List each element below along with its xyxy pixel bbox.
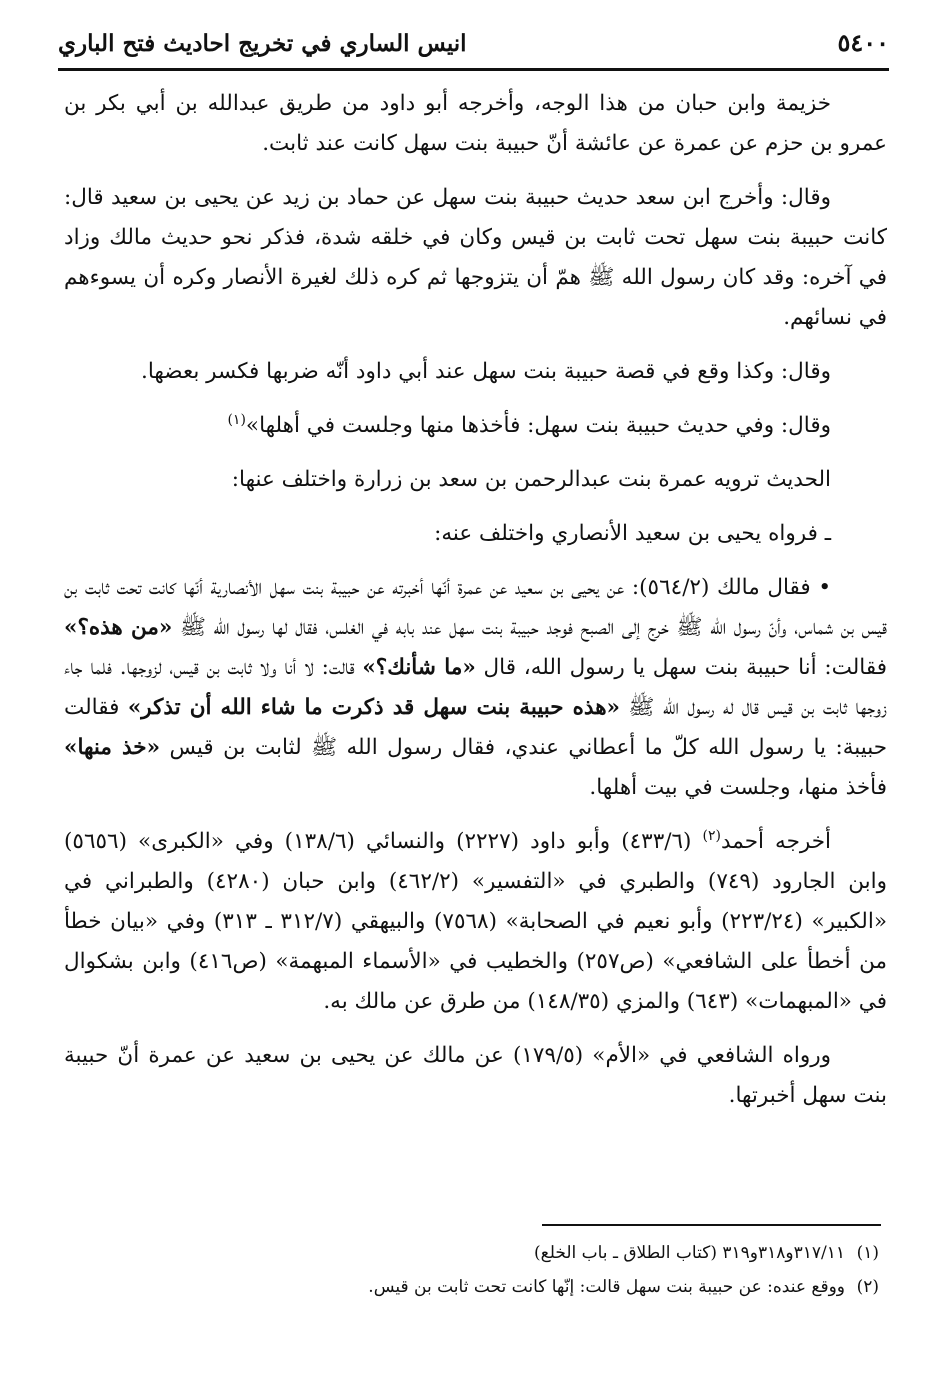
footnote-2-text: ووقع عنده: عن حبيبة بنت سهل قالت: إنّها كانت تحت ثابت بن قيس. xyxy=(368,1277,845,1297)
paragraph-8-text-a: أخرجه أحمد xyxy=(720,829,831,854)
paragraph-6-text: ـ فرواه يحيى بن سعيد الأنصاري واختلف عنه: xyxy=(434,521,831,546)
paragraph-1 xyxy=(64,84,887,164)
paragraph-6 xyxy=(64,514,887,554)
footnote-1-number: (١) xyxy=(856,1243,879,1263)
paragraph-7-text-e: قالت: لا أنا ولا ثابت بن قيس، لزوجها. فلما جاء زوجها ثابت بن قيس قال له رسول الله ﷺ xyxy=(64,655,888,720)
footnotes xyxy=(64,1236,879,1304)
paragraph-9-text: ورواه الشافعي في «الأم» (١٧٩/٥) عن مالك عن يحيى بن سعيد عن عمرة أنّ حبيبة بنت سهل أخبرتها. xyxy=(64,1043,887,1108)
header-rule xyxy=(58,68,889,71)
paragraph-7-text-a: • فقال مالك (٥٦٤/٢): عن يحيى بن سعيد عن عمرة أنّها أخبرته عن حبيبة بنت سهل الأنصارية أنّها كانت تحت ثابت بن قيس بن شماس، وأنّ رسول الله ﷺ خرج إلى الصبح فوجد حبيبة بنت سهل عند بابه في الغلس، فقال لها رسول الله ﷺ xyxy=(64,575,887,640)
quote-khudh-minha: «خذ منها» xyxy=(64,735,161,760)
paragraph-1-text: خزيمة وابن حبان من هذا الوجه، وأخرجه أبو داود من طريق عبدالله بن أبي بكر بن عمرو بن حزم عن عمرة عن عائشة أنّ حبيبة بنت سهل كانت عند ثابت. xyxy=(64,91,887,156)
paragraph-7-text-i: فأخذ منها، وجلست في بيت أهلها. xyxy=(589,775,887,800)
paragraph-7-text-c: فقالت: أنا حبيبة بنت سهل يا رسول الله، قال xyxy=(475,655,887,680)
footnote-1-text: ٣١٧/١١و٣١٨و٣١٩ (كتاب الطلاق ـ باب الخلع) xyxy=(534,1243,845,1263)
quote-ma-sha-nuki: «ما شأنك؟» xyxy=(362,655,476,680)
quote-man-hadhihi: «من هذه؟» xyxy=(64,615,173,640)
paragraph-8-text-b: (٤٣٣/٦) وأبو داود (٢٢٢٧) والنسائي (١٣٨/٦) وفي «الكبرى» (٥٦٥٦) وابن الجارود (٧٤٩) والطبري في «التفسير» (٤٦٢/٢) وابن حبان (٤٢٨٠) والطبراني في «الكبير» (٢٢٣/٢٤) وأبو نعيم في الصحابة» (٧٥٦٨) والبيهقي (٣١٢/٧ ـ ٣١٣) وفي «بيان خطأ من أخطأ على الشافعي» (ص٢٥٧) والخطيب في «الأسماء المبهمة» (ص٤١٦) وابن بشكوال في «المبهمات» (٦٤٣) والمزي (١٤٨/٣٥) من طرق عن مالك به. xyxy=(64,829,887,1014)
footnote-ref-1[interactable]: (١) xyxy=(227,411,246,428)
paragraph-4 xyxy=(64,406,887,446)
paragraph-5-text: الحديث ترويه عمرة بنت عبدالرحمن بن سعد بن زرارة واختلف عنها: xyxy=(231,467,831,492)
paragraph-7-text-g: فقالت حبيبة: يا رسول الله كلّ ما أعطاني عندي، فقال رسول الله ﷺ لثابت بن قيس xyxy=(64,695,887,760)
paragraph-2 xyxy=(64,178,887,338)
footnote-2-number: (٢) xyxy=(856,1277,879,1297)
page-number: ٥٤٠٠ xyxy=(837,28,889,57)
page-header xyxy=(58,22,889,66)
footnote-1 xyxy=(64,1236,879,1270)
main-text xyxy=(64,84,887,1130)
running-title: انيس الساري في تخريج احاديث فتح الباري xyxy=(58,30,467,57)
paragraph-5 xyxy=(64,460,887,500)
footnote-rule xyxy=(542,1224,881,1226)
paragraph-9 xyxy=(64,1036,887,1116)
quote-hadhihi-habiba: «هذه حبيبة بنت سهل قد ذكرت ما شاء الله أن تذكر» xyxy=(127,695,620,720)
footnote-2 xyxy=(64,1270,879,1304)
paragraph-8 xyxy=(64,822,887,1022)
footnote-ref-2[interactable]: (٢) xyxy=(702,827,721,844)
paragraph-3 xyxy=(64,352,887,392)
paragraph-7 xyxy=(64,568,887,808)
paragraph-3-text: وقال: وكذا وقع في قصة حبيبة بنت سهل عند أبي داود أنّه ضربها فكسر بعضها. xyxy=(141,359,831,384)
paragraph-2-text: وقال: وأخرج ابن سعد حديث حبيبة بنت سهل عن حماد بن زيد عن يحيى بن سعيد قال: كانت حبيبة بنت سهل تحت ثابت بن قيس وكان في خلقه شدة، فذكر نحو حديث مالك وزاد في آخره: وقد كان رسول الله ﷺ همّ أن يتزوجها ثم كره ذلك لغيرة الأنصار وكره أن يسوءهم في نسائهم. xyxy=(64,185,887,330)
paragraph-4-text: وقال: وفي حديث حبيبة بنت سهل: فأخذها منها وجلست في أهلها» xyxy=(245,413,831,438)
